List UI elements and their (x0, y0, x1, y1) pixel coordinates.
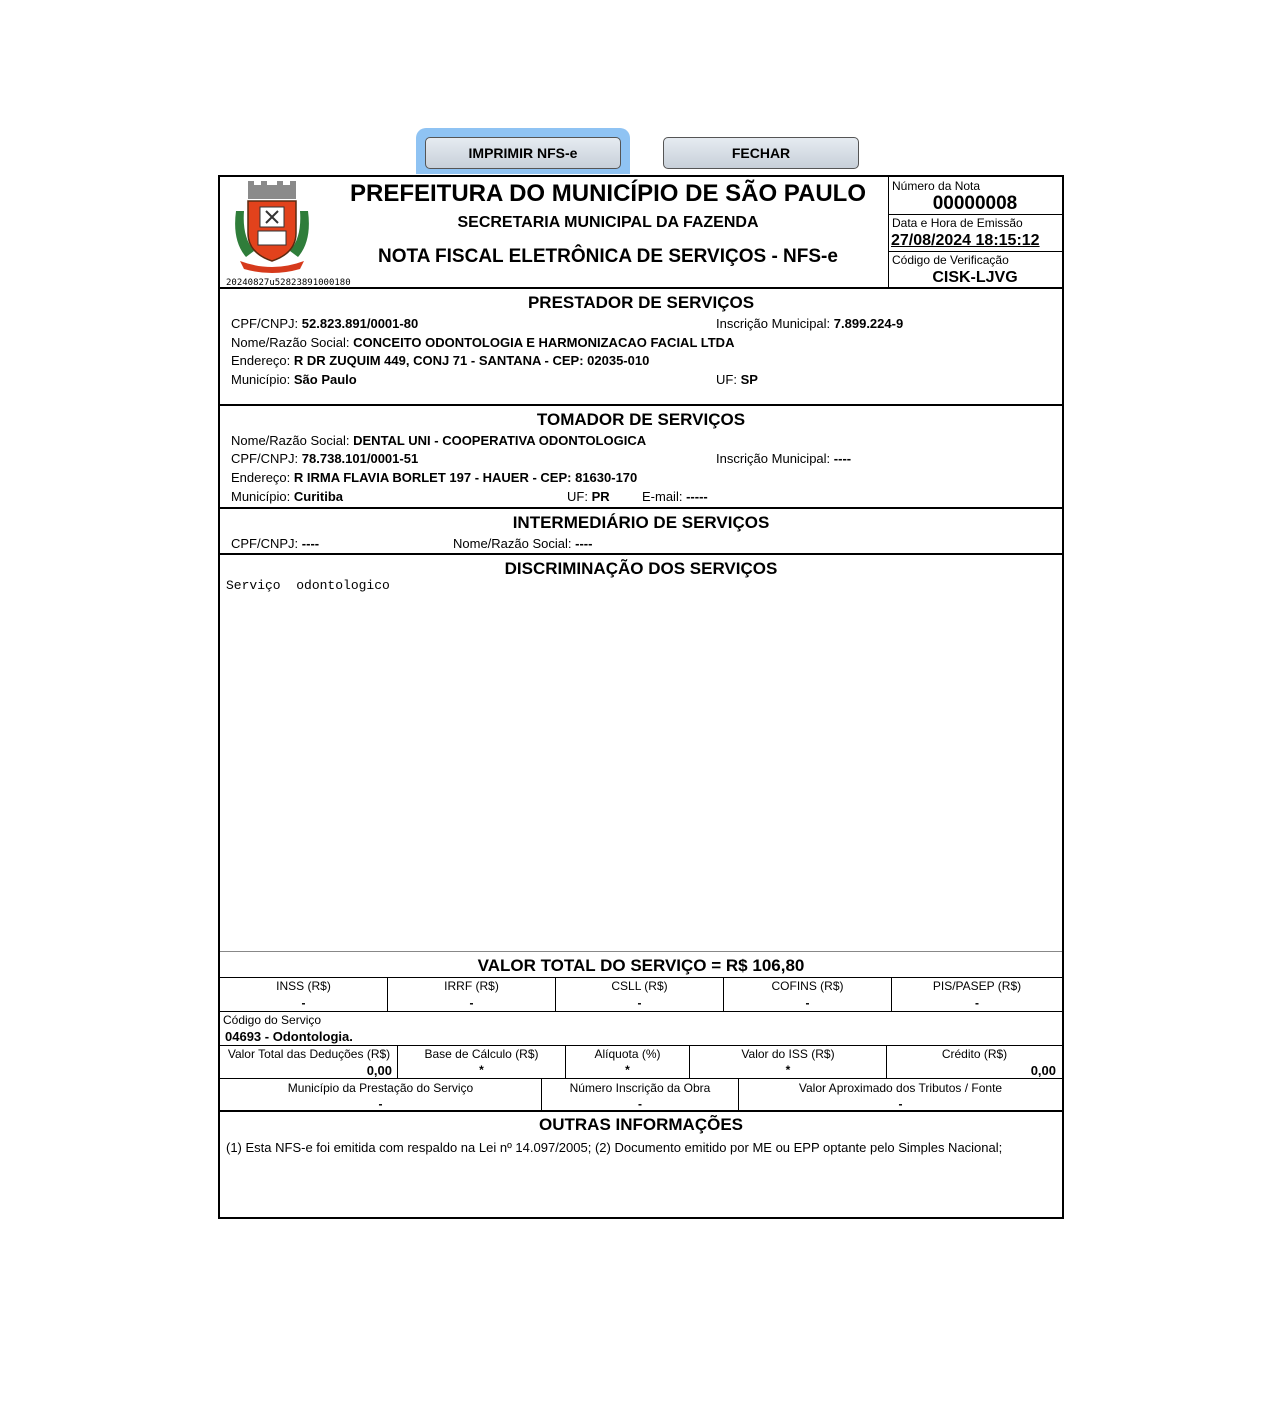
intermediario-nome: Nome/Razão Social: ---- (453, 536, 593, 551)
intermediario-title: INTERMEDIÁRIO DE SERVIÇOS (512, 513, 770, 532)
inscricao-obra-value: - (638, 1097, 642, 1111)
prestador-title: PRESTADOR DE SERVIÇOS (527, 293, 755, 312)
valor-iss-value: * (785, 1063, 791, 1077)
page-title: PREFEITURA DO MUNICÍPIO DE SÃO PAULO (349, 180, 867, 207)
deducoes-value: 0,00 (366, 1063, 392, 1078)
discriminacao-texto: Serviço odontologico (226, 578, 390, 593)
pis-label: PIS/PASEP (R$) (932, 979, 1022, 993)
cofins-value: - (805, 996, 810, 1010)
municipio-prestacao-label: Município da Prestação do Serviço (287, 1081, 474, 1095)
valor-total: VALOR TOTAL DO SERVIÇO = R$ 106,80 (477, 956, 805, 975)
nfse-document (218, 175, 1064, 1219)
tomador-im: Inscrição Municipal: ---- (716, 451, 852, 466)
base-calculo-value: * (479, 1063, 484, 1077)
inss-label: INSS (R$) (276, 979, 331, 993)
inscricao-obra-label: Número Inscrição da Obra (569, 1081, 711, 1095)
csll-value: - (637, 996, 642, 1010)
outras-info-title: OUTRAS INFORMAÇÕES (539, 1115, 743, 1134)
credito-value: 0,00 (1030, 1063, 1056, 1078)
cofins-label: COFINS (R$) (771, 979, 844, 993)
prestador-endereco: Endereço: R DR ZUQUIM 449, CONJ 71 - SANTANA - CEP: 02035-010 (231, 353, 650, 368)
credito-label: Crédito (R$) (941, 1047, 1008, 1061)
outras-info-texto: (1) Esta NFS-e foi emitida com respaldo na Lei nº 14.097/2005; (2) Documento emitido por ME ou EPP optante pelo Simples Nacional; (226, 1140, 1003, 1155)
aliquota-value: * (625, 1063, 630, 1077)
tomador-nome: Nome/Razão Social: DENTAL UNI - COOPERATIVA ODONTOLOGICA (231, 433, 647, 448)
numero-value: 00000008 (932, 193, 1018, 214)
csll-label: CSLL (R$) (611, 979, 668, 993)
close-button[interactable]: FECHAR (663, 137, 859, 169)
barcode-text: 20240827u52823891000180 (226, 278, 351, 288)
prestador-nome: Nome/Razão Social: CONCEITO ODONTOLOGIA E HARMONIZACAO FACIAL LTDA (231, 335, 735, 350)
aliquota-label: Alíquota (%) (594, 1047, 661, 1061)
base-calculo-label: Base de Cálculo (R$) (424, 1047, 539, 1061)
pis-value: - (975, 996, 979, 1010)
numero-label: Número da Nota (892, 179, 981, 193)
prestador-cnpj: CPF/CNPJ: 52.823.891/0001-80 (231, 316, 419, 331)
irrf-value: - (469, 996, 474, 1010)
data-value: 27/08/2024 18:15:12 (891, 232, 1040, 249)
municipio-prestacao-value: - (378, 1097, 383, 1111)
prestador-uf: UF: SP (716, 372, 758, 387)
codigo-label: Código de Verificação (892, 253, 1009, 267)
print-nfse-button[interactable]: IMPRIMIR NFS-e (425, 137, 621, 169)
tomador-municipio: Município: Curitiba (231, 489, 343, 504)
subtitle: SECRETARIA MUNICIPAL DA FAZENDA (457, 214, 759, 231)
tributos-aprox-value: - (898, 1097, 903, 1111)
tributos-aprox-label: Valor Aproximado dos Tributos / Fonte (798, 1081, 1003, 1095)
codigo-servico-value: 04693 - Odontologia. (225, 1029, 353, 1044)
discriminacao-title: DISCRIMINAÇÃO DOS SERVIÇOS (504, 559, 778, 578)
tomador-endereco: Endereço: R IRMA FLAVIA BORLET 197 - HAUER - CEP: 81630-170 (231, 470, 638, 485)
prestador-municipio: Município: São Paulo (231, 372, 357, 387)
intermediario-cnpj: CPF/CNPJ: ---- (231, 536, 320, 551)
tomador-uf: UF: PR (567, 489, 610, 504)
document-title: NOTA FISCAL ELETRÔNICA DE SERVIÇOS - NFS-e (378, 246, 838, 267)
valor-iss-label: Valor do ISS (R$) (741, 1047, 835, 1061)
inss-value: - (301, 996, 306, 1010)
tomador-cnpj: CPF/CNPJ: 78.738.101/0001-51 (231, 451, 419, 466)
coat-of-arms-icon (232, 181, 312, 273)
irrf-label: IRRF (R$) (444, 979, 499, 993)
deducoes-label: Valor Total das Deduções (R$) (227, 1047, 391, 1061)
tomador-title: TOMADOR DE SERVIÇOS (536, 410, 746, 429)
data-label: Data e Hora de Emissão (892, 216, 1023, 230)
codigo-value: CISK-LJVG (932, 269, 1018, 286)
tomador-email: E-mail: ----- (642, 489, 708, 504)
codigo-servico-label: Código do Serviço (223, 1013, 322, 1027)
prestador-im: Inscrição Municipal: 7.899.224-9 (716, 316, 904, 331)
